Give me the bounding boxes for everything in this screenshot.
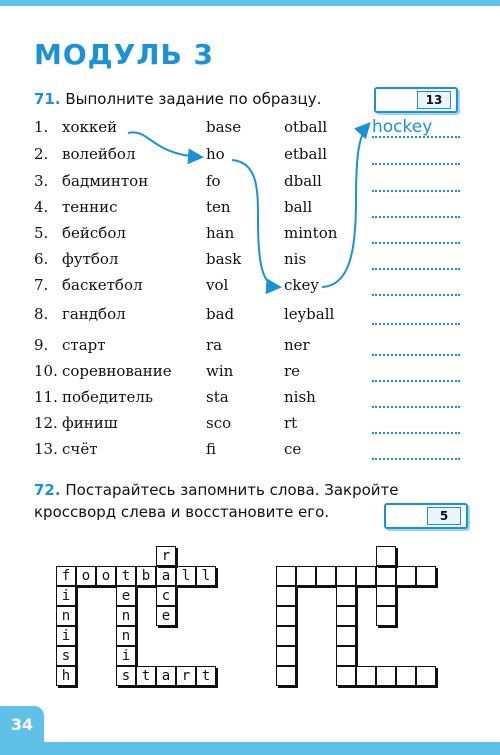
word-start: sta: [206, 388, 229, 406]
crossword-cell-empty[interactable]: [416, 666, 436, 686]
russian-word: теннис: [62, 198, 118, 216]
crossword-cell-filled: a: [156, 566, 176, 586]
word-end: ner: [284, 336, 310, 354]
crossword-cell-empty[interactable]: [416, 566, 436, 586]
crossword-cell-empty[interactable]: [336, 666, 356, 686]
russian-word: гандбол: [62, 305, 126, 323]
crossword-cell-filled: e: [116, 586, 136, 606]
crossword-cell-empty[interactable]: [376, 666, 396, 686]
task-72-instruction-line2: кроссворд слева и восстановите его.: [34, 503, 330, 521]
crossword-cell-empty[interactable]: [376, 606, 396, 626]
crossword-cell-empty[interactable]: [336, 586, 356, 606]
crossword-cell-filled: t: [136, 666, 156, 686]
crossword-cell-empty[interactable]: [376, 566, 396, 586]
crossword-cell-filled: r: [156, 546, 176, 566]
russian-word: соревнование: [62, 362, 172, 380]
row-number: 13.: [34, 440, 58, 458]
word-start: ten: [206, 198, 231, 216]
row-number: 12.: [34, 414, 58, 432]
crossword-cell-filled: s: [116, 666, 136, 686]
row-number: 9.: [34, 336, 49, 354]
word-start: base: [206, 118, 242, 136]
russian-word: волейбол: [62, 145, 136, 163]
crossword-cell-empty[interactable]: [336, 646, 356, 666]
page-number: 34: [0, 706, 44, 742]
crossword-cell-empty[interactable]: [376, 546, 396, 566]
crossword-cell-empty[interactable]: [336, 566, 356, 586]
crossword-cell-filled: n: [56, 606, 76, 626]
crossword-cell-filled: l: [176, 566, 196, 586]
crossword-cell-empty[interactable]: [336, 606, 356, 626]
row-number: 1.: [34, 118, 49, 136]
crossword-cell-empty[interactable]: [356, 566, 376, 586]
russian-word: баскетбол: [62, 276, 143, 294]
russian-word: хоккей: [62, 118, 118, 136]
russian-word: футбол: [62, 250, 119, 268]
russian-word: бейсбол: [62, 224, 126, 242]
crossword-cell-empty[interactable]: [396, 666, 416, 686]
task-71-number: 71.: [34, 90, 61, 108]
crossword-cell-empty[interactable]: [356, 666, 376, 686]
crossword-cell-filled: o: [96, 566, 116, 586]
crossword-cell-filled: e: [156, 606, 176, 626]
word-start: fi: [206, 440, 217, 458]
crossword-cell-filled: t: [116, 566, 136, 586]
crossword-cell-filled: o: [76, 566, 96, 586]
crossword-cell-empty[interactable]: [376, 586, 396, 606]
crossword-cell-empty[interactable]: [276, 626, 296, 646]
crossword-cell-filled: c: [156, 586, 176, 606]
crossword-cell-empty[interactable]: [316, 566, 336, 586]
word-end: nish: [284, 388, 316, 406]
row-number: 2.: [34, 145, 49, 163]
word-start: bad: [206, 305, 235, 323]
bottom-edge-bar: [0, 742, 500, 755]
crossword-cell-filled: f: [56, 566, 76, 586]
crossword-cell-filled: b: [136, 566, 156, 586]
row-number: 5.: [34, 224, 49, 242]
answer-field[interactable]: hockey: [372, 120, 460, 138]
word-end: rt: [284, 414, 298, 432]
word-end: otball: [284, 118, 328, 136]
crossword-cell-empty[interactable]: [276, 606, 296, 626]
task-72-number: 72.: [34, 481, 61, 499]
russian-word: счёт: [62, 440, 98, 458]
crossword-cell-filled: l: [196, 566, 216, 586]
word-start: ra: [206, 336, 223, 354]
crossword-cell-empty[interactable]: [276, 646, 296, 666]
row-number: 7.: [34, 276, 49, 294]
word-end: minton: [284, 224, 338, 242]
word-end: leyball: [284, 305, 335, 323]
row-number: 6.: [34, 250, 49, 268]
task-71-score: 13: [417, 91, 451, 109]
task-72-score: 5: [427, 507, 461, 525]
module-title: МОДУЛЬ 3: [34, 38, 215, 71]
word-start: fo: [206, 172, 221, 190]
crossword-cell-empty[interactable]: [276, 666, 296, 686]
russian-word: финиш: [62, 414, 118, 432]
crossword-cell-filled: s: [56, 646, 76, 666]
russian-word: бадминтон: [62, 172, 149, 190]
crossword-cell-empty[interactable]: [276, 566, 296, 586]
crossword-cell-filled: h: [56, 666, 76, 686]
crossword-cell-filled: a: [156, 666, 176, 686]
crossword-cell-filled: n: [116, 626, 136, 646]
crossword-cell-filled: r: [176, 666, 196, 686]
crossword-cell-empty[interactable]: [276, 586, 296, 606]
word-end: re: [284, 362, 301, 380]
word-start: sco: [206, 414, 232, 432]
russian-word: старт: [62, 336, 106, 354]
word-end: etball: [284, 145, 328, 163]
word-end: ckey: [284, 276, 319, 294]
row-number: 3.: [34, 172, 49, 190]
word-start: bask: [206, 250, 242, 268]
crossword-cell-filled: i: [56, 626, 76, 646]
crossword-cell-filled: i: [56, 586, 76, 606]
crossword-cell-filled: n: [116, 606, 136, 626]
word-end: ce: [284, 440, 302, 458]
word-start: vol: [206, 276, 229, 294]
crossword-cell-filled: t: [196, 666, 216, 686]
crossword-cell-empty[interactable]: [396, 566, 416, 586]
task-71-instruction: Выполните задание по образцу.: [65, 90, 322, 108]
row-number: 10.: [34, 362, 58, 380]
crossword-cell-empty[interactable]: [336, 626, 356, 646]
russian-word: победитель: [62, 388, 154, 406]
word-end: nis: [284, 250, 307, 268]
word-end: dball: [284, 172, 322, 190]
crossword-cell-empty[interactable]: [296, 566, 316, 586]
row-number: 8.: [34, 305, 49, 323]
word-end: ball: [284, 198, 313, 216]
word-start: han: [206, 224, 235, 242]
crossword-cell-filled: i: [116, 646, 136, 666]
row-number: 11.: [34, 388, 58, 406]
word-start: ho: [206, 145, 225, 163]
task-72-instruction-line1: Постарайтесь запомнить слова. Закройте: [65, 481, 399, 499]
word-start: win: [206, 362, 234, 380]
row-number: 4.: [34, 198, 49, 216]
